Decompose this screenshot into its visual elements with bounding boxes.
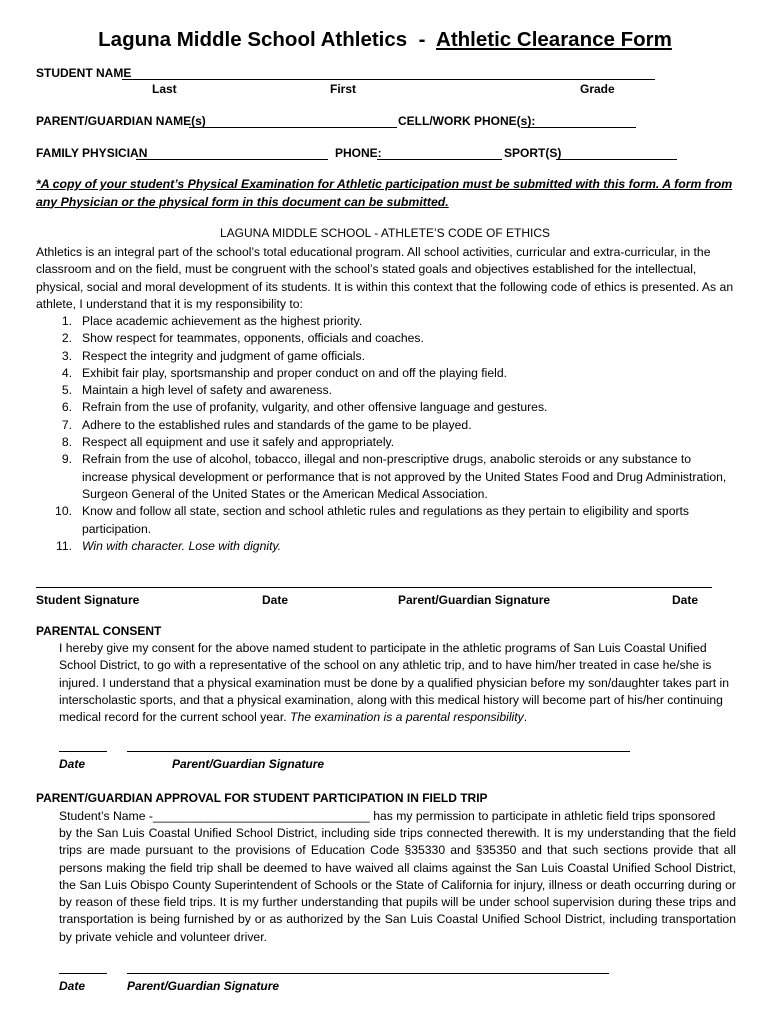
parent-signature-label: Parent/Guardian Signature (398, 593, 551, 607)
student-signature-label: Student Signature (36, 593, 140, 607)
list-item-number: 4. (61, 365, 72, 380)
code-of-ethics-intro: Athletics is an integral part of the school’s total educational program. All school activities, curricular and extra-curricular, in the classroom and on the field, must be congruent with the school’s stated goals and objectives established for the intellectual, physical, social and moral development of its students. It is within this context that the following code of ethics is presented. As an athlete, I understand that it is my responsibility to: (36, 245, 734, 311)
page-title (0, 28, 770, 52)
field-trip-text: by the San Luis Coastal Unified School District, including side trips connected therewith. It is my understanding that the field trips are made pursuant to the provisions of Education Code §35330 and §35350 and that such sections provide that all persons making the field trip shall be deemed to have waived all claims against the San Luis Coastal Unified School District, the San Luis Obispo County Superintendent of Schools or the State of California for injury, illness or death occurring during or by reason of these field trips. It is my further understanding that pupils will be under school supervision during these trips and transportation is being furnished by or as authorized by the San Luis Coastal Unified School District, including transportation by private vehicle and volunteer driver. (59, 826, 736, 944)
list-item-text: Maintain a high level of safety and awareness. (82, 383, 332, 398)
list-item-text: Refrain from the use of alcohol, tobacco, illegal and non-prescriptive drugs, anabolic steroids or any substance to increase physical development or performance that is not approved by the United States Food and Drug Administration, Surgeon General of the United States or the American Medical Association. (82, 452, 727, 501)
code-of-ethics-heading (0, 226, 770, 240)
cell-phone-label: CELL/WORK PHONE(s): (398, 114, 536, 128)
list-item-number: 11. (55, 538, 72, 553)
field-trip-student-name-field[interactable]: ________________________________ (152, 809, 370, 823)
list-item-number: 3. (61, 348, 72, 363)
list-item-text: Adhere to the established rules and standards of the game to be played. (82, 417, 472, 432)
list-item-text: Place academic achievement as the highest priority. (82, 314, 363, 328)
consent-date-label: Date (59, 757, 86, 771)
title-sub: Athletic Clearance Form (436, 28, 672, 51)
consent-date-field[interactable] (59, 751, 107, 752)
list-item-number: 10. (55, 504, 72, 519)
field-trip-date-field[interactable] (59, 973, 107, 974)
field-trip-date-label: Date (59, 979, 86, 993)
list-item-text: Exhibit fair play, sportsmanship and proper conduct on and off the playing field. (82, 365, 508, 380)
consent-signature-label: Parent/Guardian Signature (172, 757, 325, 771)
first-label: First (330, 82, 357, 96)
grade-label: Grade (580, 82, 615, 96)
list-item-text: Refrain from the use of profanity, vulgarity, and other offensive language and gestures. (82, 400, 548, 415)
signature-line[interactable] (36, 587, 712, 588)
consent-text-end: . (523, 710, 528, 725)
list-item-number: 8. (61, 435, 72, 450)
field-trip-first-line (59, 808, 736, 825)
list-item-text: Know and follow all state, section and school athletic rules and regulations as they pertain to eligibility and sports participation. (82, 504, 690, 536)
code-of-ethics-heading-text: LAGUNA MIDDLE SCHOOL - ATHLETE’S CODE OF ETHICS (219, 226, 551, 240)
student-name-prefix: Student’s Name - (59, 809, 153, 823)
list-item-text: Show respect for teammates, opponents, officials and coaches. (82, 331, 424, 346)
consent-text-italic: The examination is a parental responsibility (290, 710, 524, 725)
field-trip-signature-field[interactable] (127, 973, 609, 974)
code-of-ethics-list (47, 313, 737, 555)
last-label: Last (152, 82, 177, 96)
parent-name-label: PARENT/GUARDIAN NAME(s) (36, 114, 206, 128)
list-item-number: 7. (61, 417, 72, 432)
list-item (47, 417, 737, 434)
list-item-text: Respect the integrity and judgment of game officials. (82, 348, 365, 363)
sport-label: SPORT(S) (504, 146, 562, 160)
list-item (47, 538, 737, 555)
student-name-label: STUDENT NAME (36, 66, 132, 80)
list-item (47, 434, 737, 451)
field-trip-text-first: has my permission to participate in athletic field trips sponsored (369, 809, 716, 823)
list-item (47, 365, 737, 382)
list-item-number: 1. (61, 314, 72, 328)
list-item-text: Respect all equipment and use it safely and appropriately. (82, 435, 395, 450)
parental-consent-text (59, 640, 736, 726)
field-trip-heading: PARENT/GUARDIAN APPROVAL FOR STUDENT PARTICIPATION IN FIELD TRIP (36, 791, 488, 805)
physician-label: FAMILY PHYSICIAN (36, 146, 148, 160)
sport-field[interactable] (556, 159, 677, 160)
field-trip-signature-label: Parent/Guardian Signature (127, 979, 280, 993)
list-item (47, 330, 737, 347)
phone-label: PHONE: (335, 146, 382, 160)
list-item-number: 9. (61, 452, 72, 467)
consent-signature-field[interactable] (127, 751, 630, 752)
parental-consent-heading: PARENTAL CONSENT (36, 624, 162, 638)
list-item (47, 348, 737, 365)
parent-name-field[interactable] (189, 127, 397, 128)
list-item (47, 503, 737, 538)
title-main: Laguna Middle School Athletics - (98, 28, 437, 51)
date-label: Date (672, 593, 699, 607)
physician-field[interactable] (136, 159, 328, 160)
list-item-number: 6. (61, 400, 72, 415)
list-item-number: 5. (61, 383, 72, 398)
list-item (47, 399, 737, 416)
phone-field[interactable] (377, 159, 502, 160)
list-item (47, 382, 737, 399)
physical-exam-notice: *A copy of your student’s Physical Examination for Athletic participation must be submitted with this form. A form from any Physician or the physical form in this document can be submitted. (36, 177, 733, 209)
list-item-number: 2. (61, 331, 72, 346)
student-name-field[interactable] (122, 79, 655, 80)
list-item-text: Win with character. Lose with dignity. (82, 538, 282, 553)
date-label: Date (262, 593, 289, 607)
list-item (47, 451, 737, 503)
consent-text-body: I hereby give my consent for the above named student to participate in the athletic programs of San Luis Coastal Unified School District, to go with a representative of the school on any athletic trip, and to have him/her treated in case he/she is injured. I understand that a physical examination must be done by a qualified physician before my son/daughter takes part in interscholastic sports, and that a physical examination, along with this medical history will become part of his/her continuing medical record for the current school year. (59, 641, 730, 725)
cell-phone-field[interactable] (521, 127, 636, 128)
list-item (47, 313, 737, 330)
